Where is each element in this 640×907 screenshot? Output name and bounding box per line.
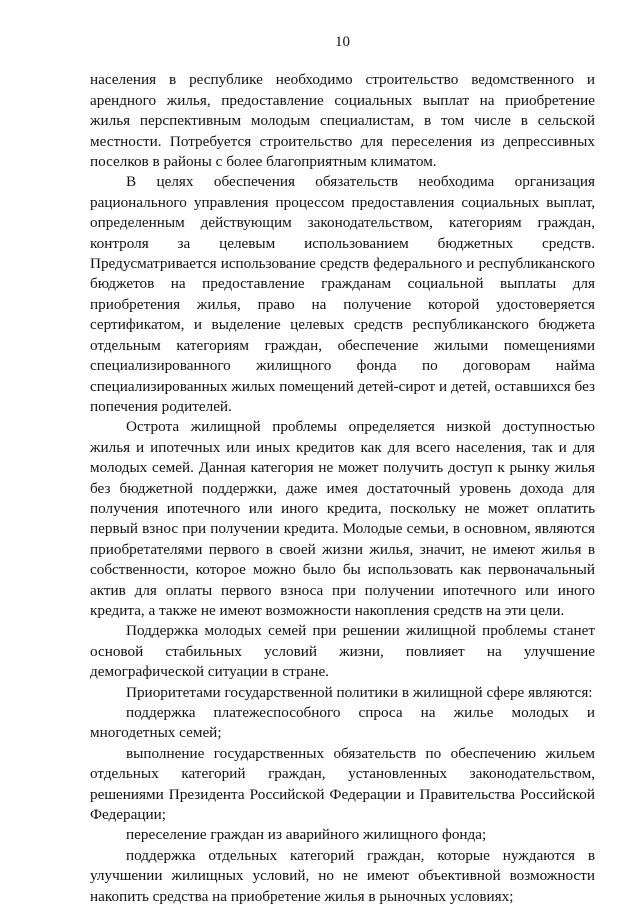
page-number: 10 [335, 34, 350, 50]
paragraph-young-families-support: Поддержка молодых семей при решении жилищной проблемы станет основой стабильных условий жизни, повлияет на улучшение демографической ситуации в стране. [90, 622, 595, 681]
list-item-priority: поддержка платежеспособного спроса на жилье молодых и многодетных семей; [90, 704, 595, 742]
list-item-priority: переселение граждан из аварийного жилищного фонда; [126, 826, 487, 844]
paragraph-housing-problem: Острота жилищной проблемы определяется низкой доступностью жилья и ипотечных или иных кредитов как для всего населения, так и для молодых семей. Данная категория не может получить доступ к рынку жилья без бюджетной поддержки, даже имея достаточный уровень дохода для получения ипотечного или иного кредита, поскольку не может оплатить первый взнос при получении кредита. Молодые семьи, в основном, являются приобретателями первого в своей жизни жилья, значит, не имеют жилья в собственности, которое можно было бы использовать как первоначальный актив для оплаты первого взноса при получении ипотечного или иного кредита, а также не имеют возможности накопления средств на эти цели. [90, 418, 595, 619]
paragraph-obligations-management: В целях обеспечения обязательств необходима организация рационального управления процессом предоставления социальных выплат, определенным действующим законодательством, категориям граждан, контроля за целевым использованием бюджетных средств. Предусматривается использование средств федерального и республиканского бюджетов на предоставление гражданам социальной выплаты для приобретения жилья, право на получение которой удостоверяется сертификатом, и выделение целевых средств республиканского бюджета отдельным категориям граждан, обеспечение жилыми помещениями специализированного жилищного фонда по договорам найма специализированных жилых помещений детей-сирот и детей, оставшихся без попечения родителей. [90, 173, 595, 415]
list-item-priority: выполнение государственных обязательств по обеспечению жильем отдельных категорий граждан, установленных законодательством, решениями Президента Российской Федерации и Правительства Российской Федерации; [90, 744, 595, 824]
list-item-priority: поддержка отдельных категорий граждан, которые нуждаются в улучшении жилищных условий, но не имеют объективной возможности накопить средства на приобретение жилья в рыночных условиях; [90, 846, 595, 905]
paragraph-housing-construction: населения в республике необходимо строительство ведомственного и арендного жилья, предоставление социальных выплат на приобретение жилья перспективным молодым специалистам, в том числе в сельской местности. Потребуется строительство для переселения из депрессивных поселков в районы с более благоприятным климатом. [90, 71, 595, 171]
paragraph-priorities-intro: Приоритетами государственной политики в жилищной сфере являются: [126, 683, 593, 701]
